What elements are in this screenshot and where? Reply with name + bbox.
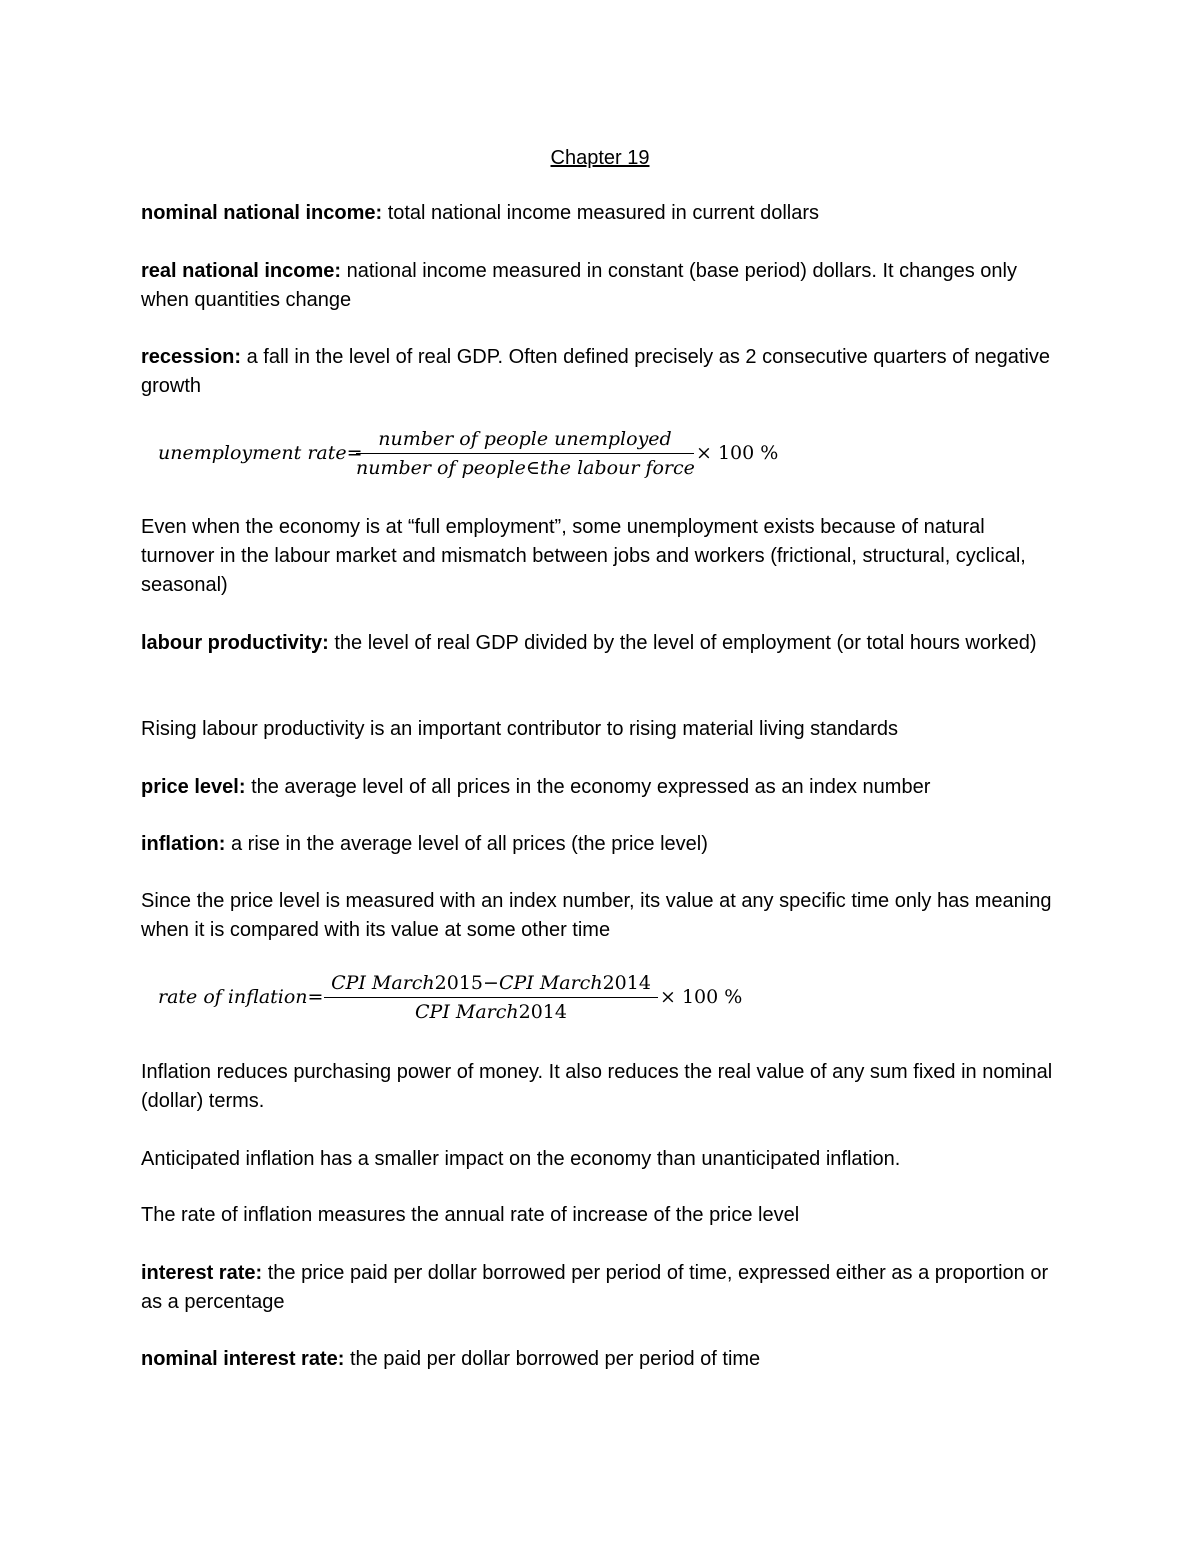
definition-labour-productivity: [141, 629, 1061, 658]
numerator-part: CPI March: [331, 972, 435, 994]
formula-numerator: [324, 970, 658, 998]
term-label: interest rate:: [141, 1262, 263, 1284]
definition-text: the paid per dollar borrowed per period of time: [344, 1348, 761, 1370]
denominator-part: CPI March: [415, 1001, 519, 1023]
formula-fraction: [324, 970, 658, 1025]
term-label: real national income:: [141, 260, 342, 282]
definition-text: the level of real GDP divided by the level of employment (or total hours worked): [328, 632, 1037, 654]
numerator-part: CPI March: [498, 972, 603, 994]
definition-real-national-income: [141, 257, 1061, 315]
term-label: recession:: [141, 346, 242, 368]
term-label: nominal interest rate:: [141, 1348, 345, 1370]
unemployment-rate-formula: [158, 426, 798, 496]
paragraph-rate-of-inflation: The rate of inflation measures the annual rate of increase of the price level: [141, 1204, 800, 1226]
definition-text: the average level of all prices in the economy expressed as an index number: [245, 776, 931, 798]
definition-nominal-national-income: [141, 199, 1061, 228]
definition-text: the price paid per dollar borrowed per period of time, expressed either as a proportion or as a percentage: [141, 1262, 1049, 1313]
definition-text: total national income measured in current dollars: [382, 202, 820, 224]
definition-inflation: [141, 830, 1061, 859]
paragraph-rising-productivity: Rising labour productivity is an important contributor to rising material living standards: [141, 718, 899, 740]
definition-nominal-interest-rate: [141, 1345, 1061, 1374]
formula-fraction: [356, 426, 694, 481]
definition-price-level: [141, 773, 1061, 802]
definition-text: national income measured in constant (base period) dollars. It changes only when quantities change: [141, 260, 1017, 311]
definition-recession: [141, 343, 1061, 401]
formula-lhs: unemployment rate=: [158, 442, 363, 464]
numerator-part: 2014: [602, 972, 651, 994]
numerator-part: 2015−: [434, 972, 499, 994]
page-title: Chapter 19: [550, 147, 650, 169]
formula-numerator: number of people unemployed: [356, 426, 694, 454]
formula-denominator: number of people∈the labour force: [356, 457, 695, 479]
formula-lhs: rate of inflation=: [158, 986, 324, 1008]
term-label: price level:: [141, 776, 246, 798]
formula-multiplier: × 100 %: [660, 986, 743, 1008]
rate-of-inflation-formula: [158, 970, 798, 1040]
term-label: inflation:: [141, 833, 226, 855]
definition-interest-rate: [141, 1259, 1061, 1317]
formula-denominator: [324, 998, 658, 1025]
paragraph-index-number: Since the price level is measured with an index number, its value at any specific time only has meaning when it is compared with its value at some other time: [141, 890, 1052, 941]
paragraph-anticipated-inflation: Anticipated inflation has a smaller impact on the economy than unanticipated inflation.: [141, 1148, 901, 1170]
definition-text: a fall in the level of real GDP. Often defined precisely as 2 consecutive quarters of negative growth: [141, 346, 1051, 397]
formula-multiplier: × 100 %: [696, 442, 779, 464]
paragraph-full-employment: Even when the economy is at “full employment”, some unemployment exists because of natural turnover in the labour market and mismatch between jobs and workers (frictional, structural, cyclical, seasonal): [141, 516, 1026, 596]
denominator-part: 2014: [518, 1001, 567, 1023]
paragraph-purchasing-power: Inflation reduces purchasing power of money. It also reduces the real value of any sum fixed in nominal (dollar) terms.: [141, 1061, 1053, 1112]
definition-text: a rise in the average level of all prices (the price level): [225, 833, 708, 855]
term-label: labour productivity:: [141, 632, 329, 654]
term-label: nominal national income:: [141, 202, 383, 224]
